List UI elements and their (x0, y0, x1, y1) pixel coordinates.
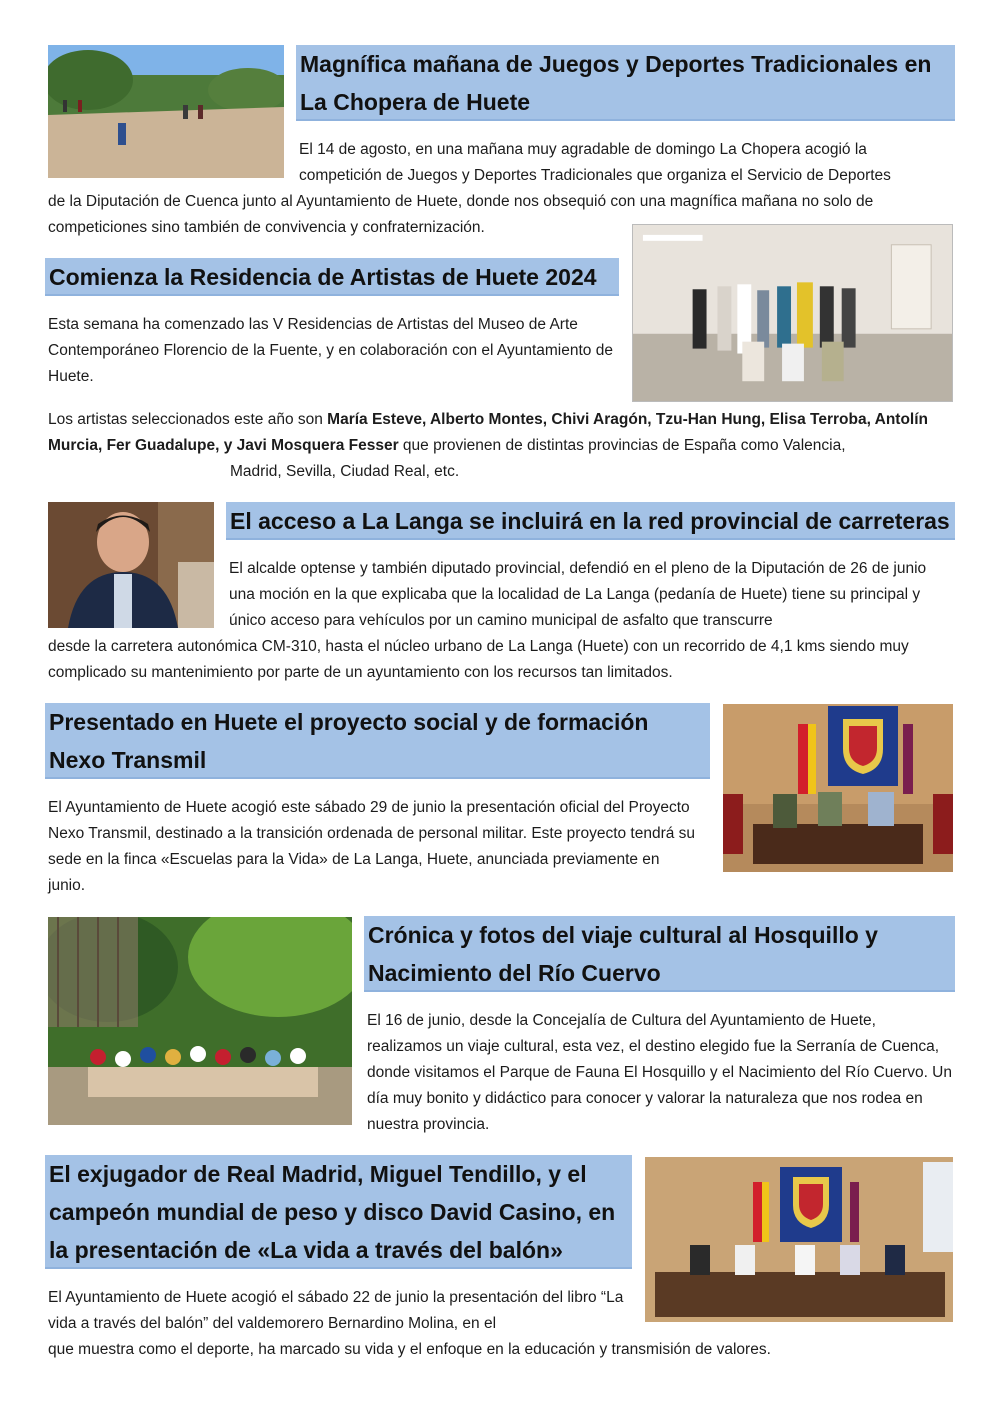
article-2-body-2-intro: Los artistas seleccionados este año son (48, 411, 328, 428)
article-1-body-top: El 14 de agosto, en una mañana muy agradable de domingo La Chopera acogió la competición de Juegos y Deportes Tradicionales que organiza el Servicio de Deportes (299, 141, 891, 184)
article-6-title: El exjugador de Real Madrid, Miguel Tendillo, y el campeón mundial de peso y disco David Casino, en la presentación de «La vida a través del balón» (45, 1155, 632, 1269)
artists-names: María Esteve, Alberto Montes, Chivi Aragón, Tzu-Han Hung, Elisa Terroba, Antolín Murcia, Fer Guadalupe, y Javi Mosquera Fesser (48, 411, 929, 454)
photo-hosquillo-group (48, 917, 352, 1125)
article-2-body-2 (48, 407, 958, 459)
article-4-title: Presentado en Huete el proyecto social y de formación Nexo Transmil (45, 703, 710, 779)
article-4-body: El Ayuntamiento de Huete acogió este sábado 29 de junio la presentación oficial del Proyecto Nexo Transmil, destinado a la transición ordenada de personal militar. Este proyecto tendrá su sede en la finca «Escuelas para la Vida» de La Langa, Huete, anunciada previamente en junio. (48, 799, 696, 894)
article-3-body-top: El alcalde optense y también diputado provincial, defendió en el pleno de la Diputación de 26 de junio una moción en la que explicaba que la localidad de La Langa (pedanía de Huete) tiene su principal y único acceso para vehículos por un camino municipal de asfalto que transcurre (229, 560, 927, 629)
article-6-body-rest: que muestra como el deporte, ha marcado su vida y el enfoque en la educación y transmisión de valores. (48, 1341, 771, 1358)
article-5-title: Crónica y fotos del viaje cultural al Hosquillo y Nacimiento del Río Cuervo (364, 916, 955, 992)
article-1-title: Magnífica mañana de Juegos y Deportes Tradicionales en La Chopera de Huete (296, 45, 955, 121)
article-2-body-2-outro: que provienen de distintas provincias de España como Valencia, (398, 437, 846, 454)
photo-mayor-plenary (48, 502, 214, 628)
photo-traditional-games (48, 45, 284, 178)
article-3-title: El acceso a La Langa se incluirá en la red provincial de carreteras (226, 502, 955, 540)
photo-artists-residency (632, 224, 953, 402)
article-6-body-top: El Ayuntamiento de Huete acogió el sábado 22 de junio la presentación del libro “La vida a través del balón” del valdemorero Bernardino Molina, en el (48, 1289, 624, 1332)
photo-book-presentation (645, 1157, 953, 1322)
article-1-body-rest: de la Diputación de Cuenca junto al Ayuntamiento de Huete, donde nos obsequió con una magnífica mañana no solo de competiciones sino también de convivencia y confraternización. (48, 193, 874, 236)
article-2-title: Comienza la Residencia de Artistas de Huete 2024 (45, 258, 619, 296)
photo-nexo-transmil-presentation (723, 704, 953, 872)
article-2-body-1: Esta semana ha comenzado las V Residencias de Artistas del Museo de Arte Contemporáneo Florencio de la Fuente, y en colaboración con el Ayuntamiento de Huete. (48, 316, 613, 385)
article-5-body: El 16 de junio, desde la Concejalía de Cultura del Ayuntamiento de Huete, realizamos un viaje cultural, esta vez, el destino elegido fue la Serranía de Cuenca, donde visitamos el Parque de Fauna El Hosquillo y el Nacimiento del Río Cuervo. Un día muy bonito y didáctico para conocer y valorar la naturaleza que nos rodea en nuestra provincia. (367, 1012, 952, 1133)
article-2-body-2-last: Madrid, Sevilla, Ciudad Real, etc. (230, 463, 460, 480)
article-3-body-rest: desde la carretera autonómica CM-310, hasta el núcleo urbano de La Langa (Huete) con un recorrido de 4,1 kms siendo muy complicado su mantenimiento por parte de un ayuntamiento con los recursos tan limitados. (48, 638, 909, 681)
